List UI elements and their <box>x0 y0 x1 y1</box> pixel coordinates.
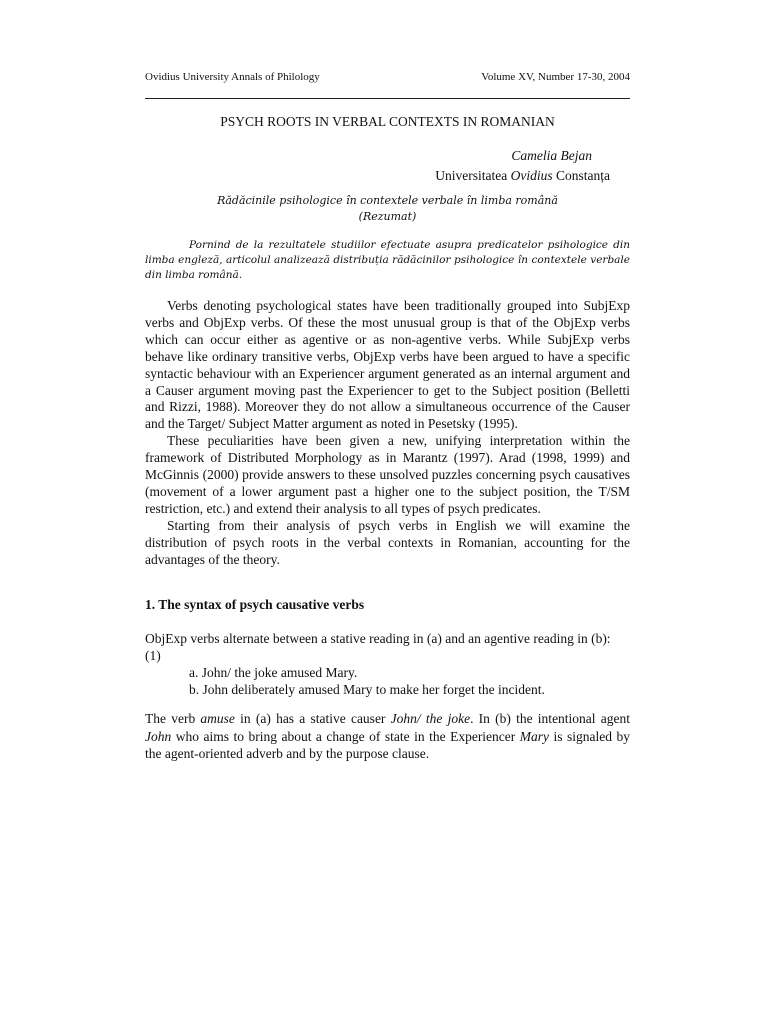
running-header <box>145 71 630 83</box>
paper-title: PSYCH ROOTS IN VERBAL CONTEXTS IN ROMANIAN <box>220 114 555 129</box>
paragraph: Verbs denoting psychological states have been traditionally grouped into SubjExp verbs and ObjExp verbs. Of these the most unusual group is that of the ObjExp verbs which can occur either as agentive or as non-agentive verbs. While SubjExp verbs behave like ordinary transitive verbs, ObjExp verbs have been argued to have a specific syntactic behaviour with an Experiencer argument generated as an internal argument and a Causer argument moving past the Experiencer to get to the Subject position (Belletti and Rizzi, 1988). Moreover they do not allow a simultaneous occurrence of the Causer and the Target/ Subject Matter argument as noted in Pesetsky (1995). <box>145 298 630 432</box>
text-run: . In (b) the intentional agent <box>470 711 631 726</box>
affiliation-italic: Ovidius <box>510 168 553 183</box>
volume-info: Volume XV, Number 17-30, 2004 <box>481 71 630 83</box>
example-number: (1) <box>145 648 161 663</box>
header-rule <box>145 98 630 99</box>
example-intro: ObjExp verbs alternate between a stative reading in (a) and an agentive reading in (b): <box>145 631 611 646</box>
rezumat-label: (Rezumat) <box>358 210 417 223</box>
italic-run: John/ the joke <box>390 711 471 726</box>
author-name: Camelia Bejan <box>511 148 592 163</box>
paragraph: Starting from their analysis of psych verbs in English we will examine the distribution of psych roots in the verbal contexts in Romanian, accounting for the advantages of the theory. <box>145 517 630 567</box>
text-run: in (a) has a stative causer <box>234 711 391 726</box>
italic-run: John <box>145 728 172 744</box>
text-run: is signaled by the agent-oriented adverb and by the purpose clause. <box>145 728 630 761</box>
example-block <box>145 630 630 698</box>
section-heading: 1. The syntax of psych causative verbs <box>145 597 365 612</box>
example-a: a. John/ the joke amused Mary. <box>189 665 358 680</box>
italic-run: Mary <box>519 728 550 744</box>
paragraph: These peculiarities have been given a new, unifying interpretation within the framework of Distributed Morphology as in Marantz (1997). Arad (1998, 1999) and McGinnis (2000) provide answers to these unsolved puzzles concerning psych causatives (movement of a lower argument past a higher one to the subject position, the T/SM restriction, etc.) and extend their analysis to all types of psych predicates. <box>145 433 630 516</box>
romanian-title-block <box>145 193 630 225</box>
closing-paragraph <box>145 710 630 763</box>
abstract: Pornind de la rezultatele studiilor efectuate asupra predicatelor psihologice din limba engleză, articolul analizează distribuția rădăcinilor psihologice în contextele verbale din limba română. <box>145 239 630 281</box>
author-block <box>435 146 610 186</box>
affiliation-suffix: Constanța <box>552 168 610 183</box>
journal-name: Ovidius University Annals of Philology <box>145 71 320 83</box>
text-run: who aims to bring about a change of state in the Experiencer <box>171 728 520 744</box>
italic-run: amuse <box>200 711 235 726</box>
author-affiliation <box>435 166 610 186</box>
body-text <box>145 298 630 569</box>
affiliation-prefix: Universitatea <box>435 168 511 183</box>
text-run: The verb <box>145 711 201 726</box>
example-b: b. John deliberately amused Mary to make her forget the incident. <box>189 682 545 697</box>
romanian-title: Rădăcinile psihologice în contextele verbale în limba română <box>217 194 558 207</box>
